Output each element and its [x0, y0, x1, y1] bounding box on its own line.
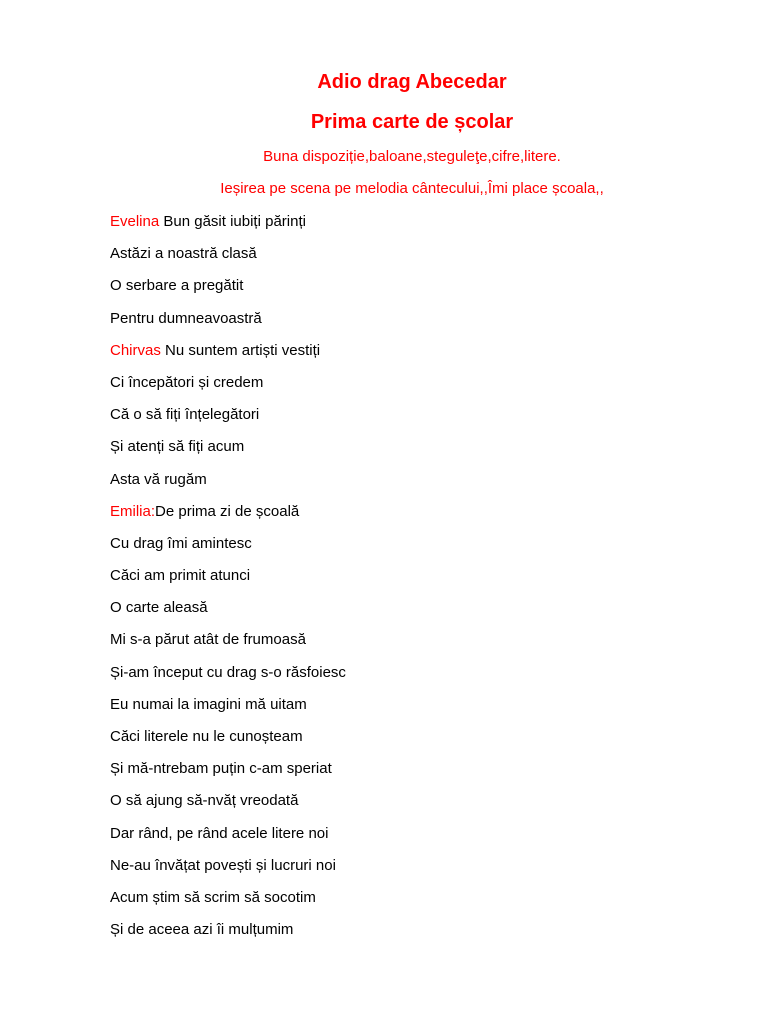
poem-line [110, 852, 346, 884]
line-text: Căci literele nu le cunoșteam [110, 728, 303, 745]
speaker-name: Emilia: [110, 502, 156, 520]
line-text: De prima zi de școală [155, 502, 300, 520]
line-text: O să ajung să-nvăț vreodată [110, 792, 299, 810]
line-text: O serbare a pregătit [110, 277, 244, 295]
line-text: O carte aleasă [110, 599, 208, 617]
poem-line [110, 659, 346, 691]
line-text: Nu suntem artiști vestiți [160, 341, 321, 359]
line-text: Căci am primit atunci [110, 567, 251, 585]
poem-line [110, 272, 346, 304]
poem-line [110, 433, 346, 465]
poem-line [110, 240, 346, 272]
poem-line [110, 530, 346, 562]
poem-line [110, 884, 346, 916]
poem-line [110, 691, 346, 723]
line-text: Eu numai la imagini mă uitam [110, 695, 307, 713]
intro-line: Ieșirea pe scena pe melodia cântecului,,Îmi place școala,, [220, 180, 604, 197]
line-text: Și-am început cu drag s-o răsfoiesc [110, 663, 346, 681]
line-text: Mi s-a părut atât de frumoasă [110, 631, 306, 649]
speaker-name: Chirvas [110, 341, 161, 359]
poem-line [110, 498, 346, 530]
poem-line [110, 369, 346, 401]
poem-line [110, 594, 346, 626]
line-text: Ci începători și credem [110, 373, 264, 391]
speaker-name: Evelina [110, 213, 160, 230]
line-text: Acum știm să scrim să socotim [110, 888, 316, 906]
poem-line [110, 208, 346, 240]
line-text: Bun găsit iubiți părinți [159, 213, 306, 230]
document-title: Adio drag Abecedar [317, 71, 507, 93]
line-text: Că o să fiți înțelegători [110, 406, 260, 424]
poem-line [110, 755, 346, 787]
poem-line [110, 916, 346, 948]
line-text: Pentru dumneavoastră [110, 309, 262, 327]
poem-line [110, 820, 346, 852]
poem-line [110, 305, 346, 337]
poem-line [110, 626, 346, 658]
poem-line [110, 466, 346, 498]
line-text: Și atenți să fiți acum [110, 438, 245, 456]
poem-line [110, 562, 346, 594]
poem-line [110, 401, 346, 433]
poem-lines [110, 208, 346, 948]
line-text: Și mă-ntrebam puțin c-am speriat [110, 760, 332, 778]
line-text: Cu drag îmi amintesc [110, 534, 252, 552]
intro-line: Buna dispoziție,baloane,steguleţe,cifre,litere. [263, 148, 561, 165]
poem-line [110, 723, 346, 755]
line-text: Asta vă rugăm [110, 470, 207, 488]
line-text: Ne-au învățat povești și lucruri noi [110, 856, 336, 874]
poem-line [110, 787, 346, 819]
document-subtitle: Prima carte de școlar [310, 111, 514, 133]
line-text: Și de aceea azi îi mulțumim [110, 921, 294, 939]
poem-line [110, 337, 346, 369]
line-text: Dar rând, pe rând acele litere noi [110, 824, 329, 842]
line-text: Astăzi a noastră clasă [110, 245, 257, 263]
